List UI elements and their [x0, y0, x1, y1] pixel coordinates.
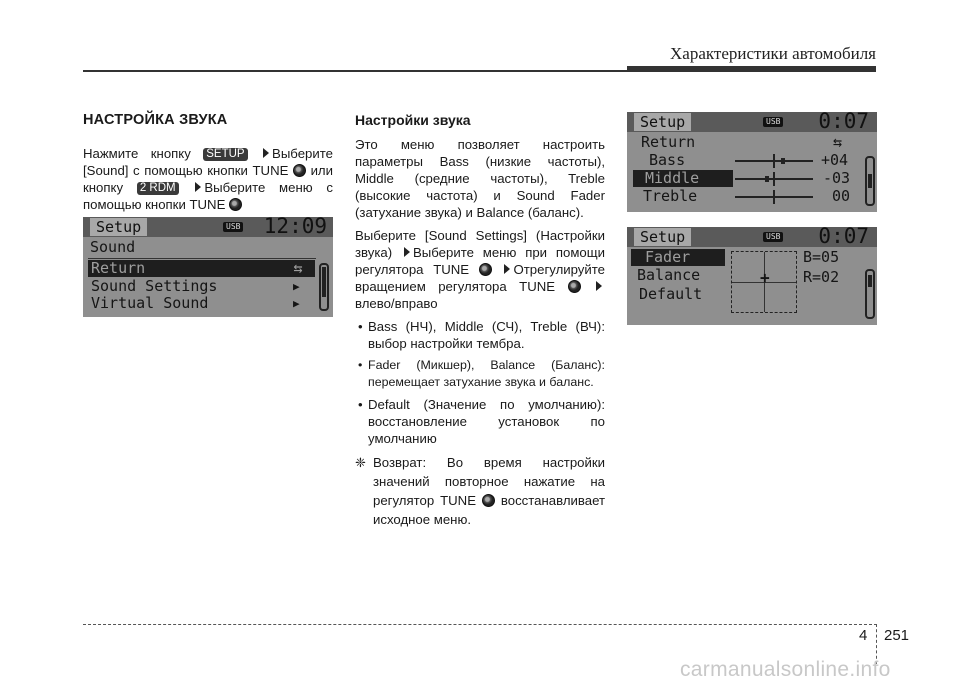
menu-item-return[interactable]: Return — [88, 260, 281, 277]
arrow-right-icon — [596, 281, 602, 291]
scrollbar[interactable] — [865, 269, 875, 319]
chapter-title: Характеристики автомобиля — [670, 44, 876, 63]
middle-column — [355, 112, 605, 529]
page-number: 251 — [884, 627, 910, 644]
scrollbar-thumb[interactable] — [868, 174, 872, 188]
menu-item-default[interactable]: Default — [639, 285, 703, 303]
screen-title: Setup — [90, 218, 147, 236]
menu-item-fader[interactable]: Fader — [631, 249, 725, 266]
list-item-text: Fader (Микшер), Balance (Баланс): перемещает затухание звука и баланс. — [368, 358, 605, 389]
screen-title: Setup — [634, 113, 691, 131]
text: Выберите [Sound] с помощью кнопки TUNE — [83, 146, 333, 178]
text: влево/вправо — [355, 296, 438, 311]
slider-center-tick — [773, 172, 775, 186]
arrow-right-icon — [404, 247, 410, 257]
screen-title: Setup — [634, 228, 691, 246]
tune-knob-icon — [293, 164, 306, 177]
clock: 12:09 — [263, 214, 327, 238]
menu-item-balance[interactable]: Balance — [637, 266, 701, 284]
text: Выберите [Sound Settings] (Настройки звука) — [355, 228, 605, 260]
menu-item-middle[interactable]: Middle — [633, 170, 733, 187]
text: Нажмите кнопку — [83, 146, 191, 161]
treble-value: 00 — [832, 187, 851, 205]
return-icon[interactable]: ⇆ — [833, 133, 843, 151]
screen-status-bar — [627, 109, 877, 133]
list-item-text: Bass (НЧ), Middle (СЧ), Treble (ВЧ): выбор настройки тембра. — [368, 319, 605, 351]
screen-status-bar — [627, 224, 877, 248]
text: Возврат: Во время настройки значений повторное нажатие на регулятор TUNE — [373, 455, 605, 508]
fader-balance-grid[interactable] — [731, 251, 797, 313]
menu-item-treble[interactable]: Treble — [643, 187, 698, 205]
list-item: • Bass (НЧ), Middle (СЧ), Treble (ВЧ): выбор настройки тембра. — [358, 319, 605, 351]
list-item: • Default (Значение по умолчанию): восстановление установок по умолчанию — [358, 397, 605, 446]
screen-status-bar — [83, 214, 333, 238]
footer-rule — [83, 624, 877, 625]
arrow-right-icon — [195, 182, 201, 192]
description-paragraph: Это меню позволяет настроить параметры Bass (низкие частоты), Middle (средние частоты), Treble (высокие частота) и Sound Fader (затухание звука) и Balance (баланс). — [355, 137, 605, 220]
watermark: carmanualsonline.info — [680, 658, 891, 681]
text: Выберите меню при помощи регулятора TUNE — [355, 245, 605, 277]
chevron-right-icon: ▶ — [293, 297, 300, 310]
tune-knob-icon — [479, 263, 492, 276]
text: или кнопку — [83, 163, 333, 195]
bass-slider[interactable] — [735, 160, 813, 162]
tune-knob-icon — [568, 280, 581, 293]
menu-item-sound-settings[interactable]: Sound Settings — [91, 277, 218, 295]
usb-badge: USB — [763, 117, 783, 127]
steps-paragraph — [355, 227, 605, 312]
treble-slider[interactable] — [735, 196, 813, 198]
scrollbar-thumb[interactable] — [322, 267, 326, 297]
slider-marker[interactable] — [765, 176, 769, 182]
header-rule-accent — [627, 66, 876, 72]
middle-slider[interactable] — [735, 178, 813, 180]
section-heading: НАСТРОЙКА ЗВУКА — [83, 112, 228, 128]
options-list — [355, 318, 605, 447]
setup-button-icon: SETUP — [203, 148, 247, 161]
fader-balance-screen — [627, 224, 877, 325]
arrow-right-icon — [263, 148, 269, 158]
chapter-number: 4 — [859, 627, 868, 644]
menu-item-return[interactable]: Return — [641, 133, 696, 151]
menu-header: Sound — [90, 238, 136, 256]
balance-value: R=02 — [803, 268, 840, 286]
text: Отрегулируйте вращением регулятора TUNE — [355, 262, 605, 294]
menu-item-virtual-sound[interactable]: Virtual Sound — [91, 294, 209, 312]
position-cross-icon[interactable]: + — [760, 268, 770, 287]
note-mark-icon: ❈ — [355, 455, 367, 470]
rdm-button-icon: 2 RDM — [137, 182, 179, 195]
scrollbar[interactable] — [319, 263, 329, 311]
sound-settings-screen — [627, 109, 877, 212]
text: Выберите меню с помощью кнопки TUNE — [83, 180, 333, 212]
sound-menu-screen — [83, 214, 333, 317]
slider-center-tick — [773, 154, 775, 168]
arrow-right-icon — [504, 264, 510, 274]
scrollbar[interactable] — [865, 156, 875, 206]
text: восстанавливает исходное меню. — [373, 493, 606, 527]
usb-badge: USB — [763, 232, 783, 242]
return-icon[interactable]: ⇆ — [281, 260, 315, 277]
list-item: • Fader (Микшер), Balance (Баланс): перемещает затухание звука и баланс. — [358, 358, 605, 389]
slider-center-tick — [773, 190, 775, 204]
list-item-text: Default (Значение по умолчанию): восстановление установок по умолчанию — [368, 397, 605, 446]
usb-badge: USB — [223, 222, 243, 232]
note — [355, 453, 605, 529]
left-column — [83, 112, 333, 219]
middle-value: -03 — [823, 169, 851, 187]
slider-marker[interactable] — [781, 158, 785, 164]
instruction-paragraph — [83, 145, 333, 213]
tune-knob-icon — [229, 198, 242, 211]
scrollbar-thumb[interactable] — [868, 275, 872, 287]
menu-item-bass[interactable]: Bass — [649, 151, 686, 169]
clock: 0:07 — [818, 224, 869, 248]
bass-value: +04 — [821, 151, 849, 169]
clock: 0:07 — [818, 109, 869, 133]
chevron-right-icon: ▶ — [293, 280, 300, 293]
subsection-heading: Настройки звука — [355, 112, 471, 128]
tune-knob-icon — [482, 494, 495, 507]
fader-value: B=05 — [803, 248, 840, 266]
